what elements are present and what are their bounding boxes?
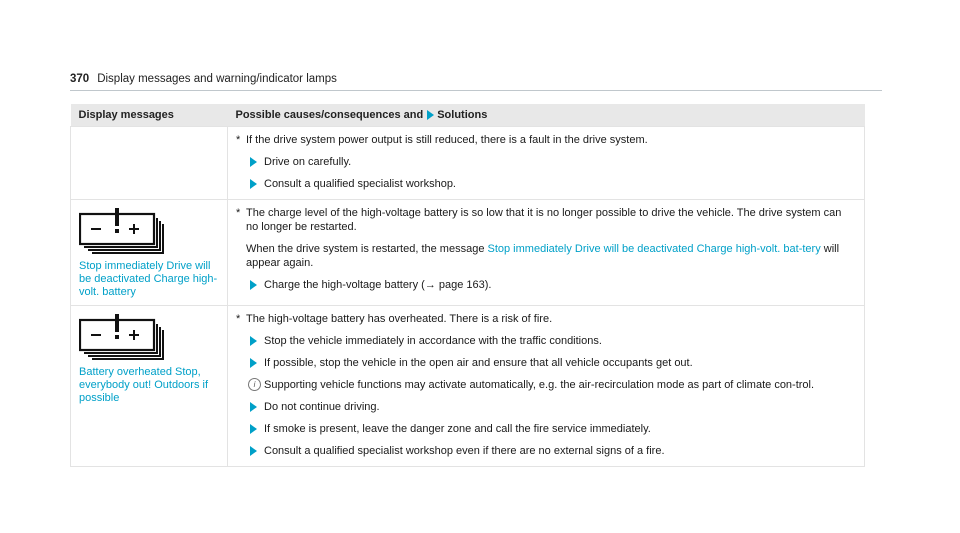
solution-step: Stop the vehicle immediately in accordance with the traffic conditions. — [236, 334, 856, 348]
arrow-icon — [250, 157, 257, 167]
display-message-text: Battery overheated Stop, everybody out! Outdoors if possible — [79, 366, 209, 404]
causes-solutions-cell — [228, 306, 865, 467]
solution-step: Drive on carefully. — [236, 155, 856, 169]
page-header — [70, 73, 337, 85]
display-message-cell — [71, 306, 228, 467]
arrow-icon — [427, 110, 434, 120]
cause-text: * If the drive system power output is still reduced, there is a fault in the drive system. — [236, 134, 648, 146]
bullet-asterisk: * — [236, 207, 241, 219]
high-voltage-battery-icon — [79, 314, 165, 360]
display-message-text: Stop immediately Drive will be deactivated Charge high-volt. battery — [79, 260, 218, 298]
arrow-icon — [250, 336, 257, 346]
page-title: Display messages and warning/indicator lamps — [97, 73, 337, 85]
arrow-icon — [250, 424, 257, 434]
high-voltage-battery-icon — [79, 208, 165, 254]
info-icon: i — [248, 378, 261, 391]
causes-solutions-cell — [228, 200, 865, 306]
restart-text: When the drive system is restarted, the message Stop immediately Drive will be deactivated Charge high-volt. bat-tery will appear again. — [246, 243, 840, 269]
table-header-row — [71, 104, 865, 127]
display-message-cell — [71, 200, 228, 306]
solution-step: Charge the high-voltage battery (→ page 163). — [236, 278, 856, 292]
header-solutions-label: Solutions — [437, 109, 488, 121]
display-message-cell — [71, 127, 228, 200]
arrow-icon — [250, 402, 257, 412]
bullet-asterisk: * — [236, 134, 241, 146]
page-number: 370 — [70, 73, 90, 85]
arrow-icon — [250, 179, 257, 189]
solution-step: If smoke is present, leave the danger zone and call the fire service immediately. — [236, 422, 856, 436]
cause-text: * The charge level of the high-voltage battery is so low that it is no longer possible to drive the vehicle. The drive system can no longer be restarted. — [236, 207, 842, 233]
solution-step: Consult a qualified specialist workshop even if there are no external signs of a fire. — [236, 444, 856, 458]
column-header-display-messages: Display messages — [71, 104, 228, 127]
inline-display-message: Stop immediately Drive will be deactivated Charge high-volt. bat-tery — [487, 243, 821, 255]
header-causes-label: Possible causes/consequences and — [235, 109, 424, 121]
table-row — [71, 306, 865, 467]
display-messages-table — [70, 104, 865, 467]
solution-step: Consult a qualified specialist workshop. — [236, 177, 856, 191]
table-row — [71, 127, 865, 200]
arrow-icon — [250, 446, 257, 456]
arrow-icon — [250, 280, 257, 290]
info-note: i Supporting vehicle functions may activate automatically, e.g. the air-recirculation mode as part of climate con-trol. — [236, 378, 856, 392]
arrow-icon — [250, 358, 257, 368]
bullet-asterisk: * — [236, 313, 241, 325]
solution-step: Do not continue driving. — [236, 400, 856, 414]
header-rule — [70, 90, 882, 91]
cause-text: * The high-voltage battery has overheated. There is a risk of fire. — [236, 313, 553, 325]
table-row — [71, 200, 865, 306]
solution-step: If possible, stop the vehicle in the open air and ensure that all vehicle occupants get out. — [236, 356, 856, 370]
column-header-causes-solutions — [228, 104, 865, 127]
causes-solutions-cell — [228, 127, 865, 200]
